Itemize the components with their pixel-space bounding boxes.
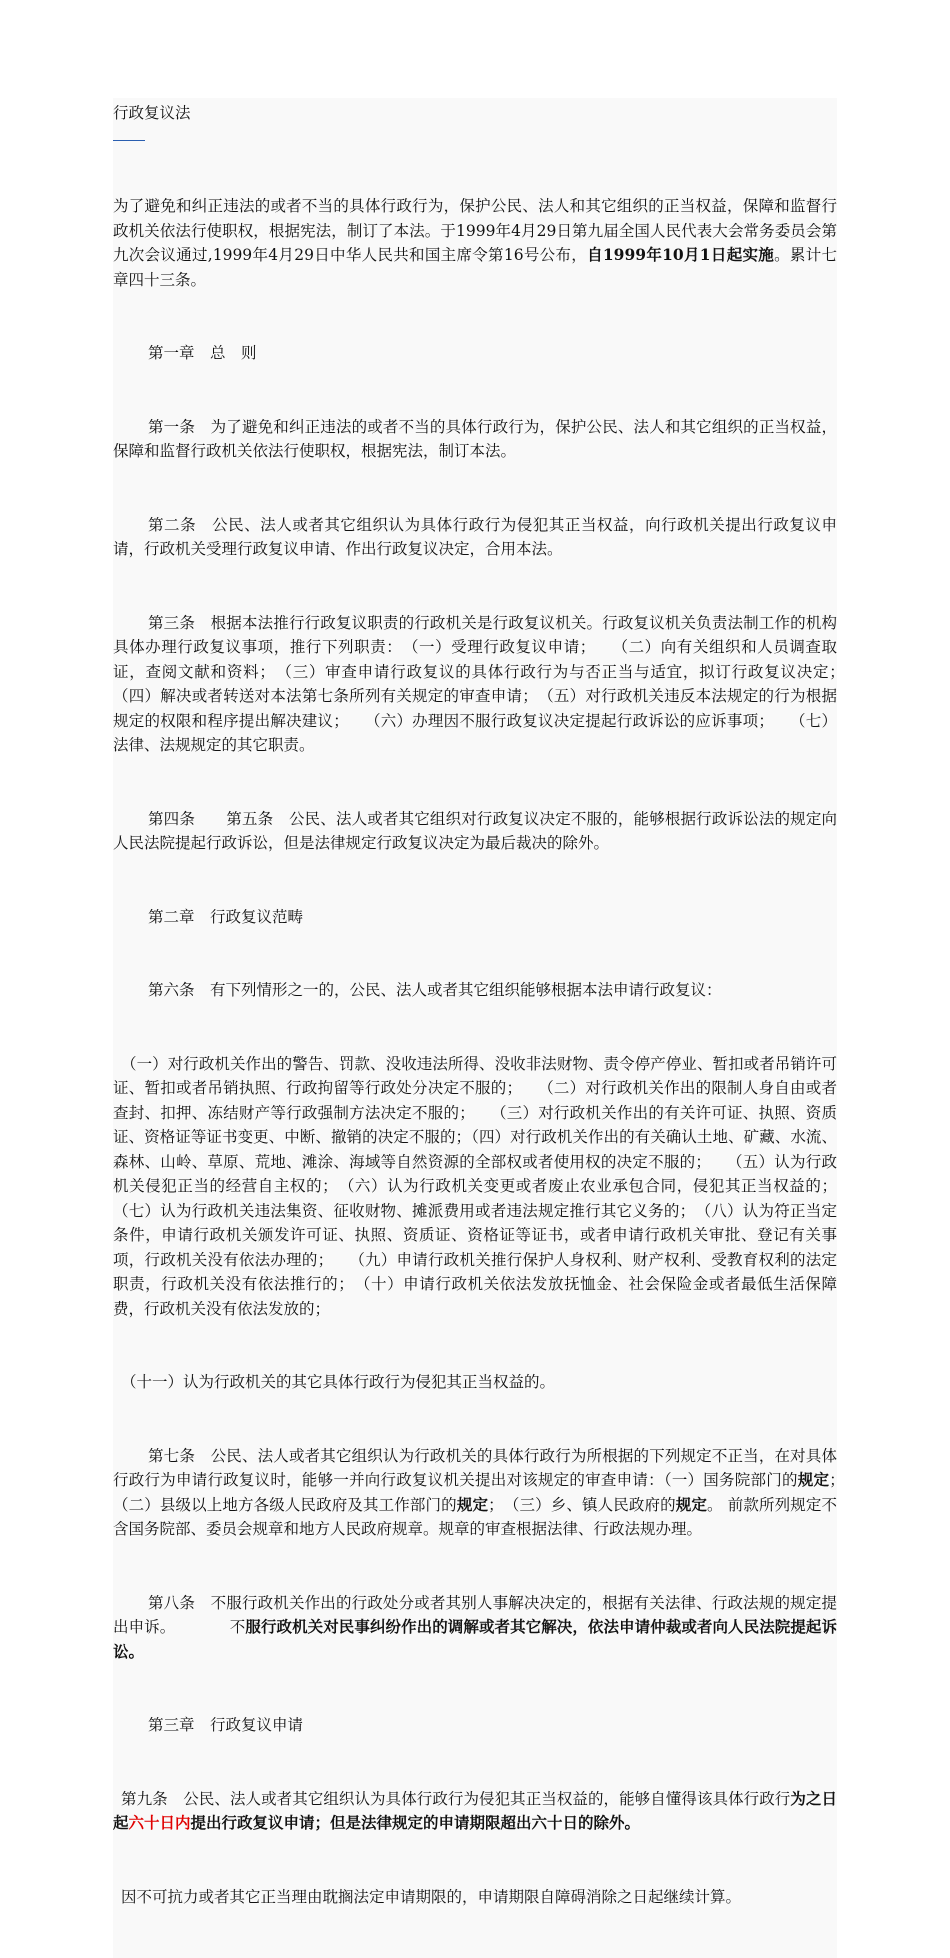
article-6-item-11: （十一）认为行政机关的其它具体行政行为侵犯其正当权益的。 — [121, 1373, 556, 1391]
chapter-3-heading: 第三章 行政复议申请 — [148, 1716, 304, 1734]
article-7-text: ； （二）县级以上地方各级人民政府及其工作部门的 — [113, 1471, 853, 1514]
intro-paragraph — [113, 194, 837, 292]
article-9-paragraph-2: 因不可抗力或者其它正当理由耽搁法定申请期限的，申请期限自障碍消除之日起继续计算。 — [121, 1887, 742, 1906]
article-3: 第三条 根据本法推行行政复议职责的行政机关是行政复议机关。行政复议机关负责法制工作的机构具体办理行政复议事项，推行下列职责： （一）受理行政复议申请； （二）向有关组织和人员调查取证，查阅文献和资料； （三）审查申请行政复议的具体行政行为与否正当与适宜，拟订行政复议决定； （四）解决或者转送对本法第七条所列有关规定的审查申请； （五）对行政机关违反本法规定的行为根据规定的权限和程序提出解决建议； （六）办理因不服行政复议决定提起行政诉讼的应诉事项； （七）法律、法规规定的其它职责。 — [113, 613, 869, 754]
article-1: 第一条 为了避免和纠正违法的或者不当的具体行政行为，保护公民、法人和其它组织的正当权益，保障和监督行政机关依法行使职权，根据宪法，制订本法。 — [113, 417, 837, 460]
document-page — [113, 98, 869, 1958]
bold-term: 规定 — [456, 1494, 489, 1514]
chapter-1-heading: 第一章 总 则 — [148, 344, 257, 362]
article-9-bold: 为之日起 — [113, 1788, 837, 1832]
chapter-2-heading: 第二章 行政复议范畴 — [148, 907, 304, 926]
article-7-text: ； （三）乡、镇人民政府的 — [488, 1495, 676, 1514]
intro-text-end: 。累计七章四十三条。 — [113, 246, 837, 289]
article-2: 第二条 公民、法人或者其它组织认为具体行政行为侵犯其正当权益，向行政机关提出行政复议申请，行政机关受理行政复议申请、作出行政复议决定，合用本法。 — [113, 515, 837, 558]
article-6-items: （一）对行政机关作出的警告、罚款、没收违法所得、没收非法财物、责令停产停业、暂扣或者吊销许可证、暂扣或者吊销执照、行政拘留等行政处分决定不服的； （二）对行政机关作出的限制人身自由或者查封、扣押、冻结财产等行政强制方法决定不服的； （三）对行政机关作出的有关许可证、执照、资质证、资格证等证书变更、中断、撤销的决定不服的；（四）对行政机关作出的有关确认土地、矿藏、水流、森林、山岭、草原、荒地、滩涂、海域等自然资源的全部权或者使用权的决定不服的； （五）认为行政机关侵犯正当的经营自主权的； （六）认为行政机关变更或者废止农业承包合同，侵犯其正当权益的；（七）认为行政机关违法集资、征收财物、摊派费用或者违法规定推行其它义务的； （八）认为符正当定条件，申请行政机关颁发许可证、执照、资质证、资格证等证书，或者申请行政机关审批、登记有关事项，行政机关没有依法办理的； （九）申请行政机关推行保护人身权利、财产权利、受教育权利的法定职责，行政机关没有依法推行的； （十）申请行政机关依法发放抚恤金、社会保险金或者最低生活保障费，行政机关没有依法发放的； — [113, 1054, 837, 1318]
article-7-text: 第七条 公民、法人或者其它组织认为行政机关的具体行政行为所根据的下列规定不正当，在对具体行政行为申请行政复议时，能够一并向行政复议机关提出对该规定的审查申请：（一）国务院部门的 — [113, 1446, 837, 1489]
article-9-bold: 提出行政复议申请；但是法律规定的申请期限超出六十日的除外。 — [190, 1813, 641, 1832]
title-underline — [113, 140, 145, 141]
article-9 — [113, 1787, 837, 1836]
article-7 — [113, 1444, 853, 1542]
article-8 — [113, 1591, 837, 1665]
article-8-bold: 服行政机关对民事纠纷作出的调解或者其它解决，依法申请仲裁或者向人民法院提起诉讼。 — [113, 1617, 837, 1661]
bold-term: 规定 — [797, 1470, 830, 1489]
article-4-5: 第四条 第五条 公民、法人或者其它组织对行政复议决定不服的，能够根据行政诉讼法的规定向人民法院提起行政诉讼，但是法律规定行政复议决定为最后裁决的除外。 — [113, 809, 837, 852]
article-6: 第六条 有下列情形之一的，公民、法人或者其它组织能够根据本法申请行政复议： — [148, 981, 722, 999]
document-body — [113, 145, 869, 1958]
effective-date: 自1999年10月1日起实施 — [587, 245, 775, 264]
article-7-text: 。 前款所列规定不含国务院部、委员会规章和地方人民政府规章。规章的审查根据法律、行政法规办理。 — [113, 1495, 837, 1538]
bold-term: 规定 — [675, 1494, 708, 1514]
article-8-text: 第八条 不服行政机关作出的行政处分或者其别人事解决决定的，根据有关法律、行政法规的规定提出申诉。 不 — [113, 1593, 837, 1636]
doc-title: 行政复议法 — [113, 104, 191, 122]
deadline-highlight: 六十日内 — [128, 1813, 191, 1832]
article-9-text: 第九条 公民、法人或者其它组织认为具体行政行为侵犯其正当权益的，能够自懂得该具体行政行 — [121, 1789, 791, 1808]
intro-text: 为了避免和纠正违法的或者不当的具体行政行为，保护公民、法人和其它组织的正当权益，保障和监督行政机关依法行使职权，根据宪法，制订了本法。于1999年4月29日第九届全国人民代表大会常务委员会第九次会议通过,1999年4月29日中华人民共和国主席令第16号公布， — [113, 197, 837, 264]
